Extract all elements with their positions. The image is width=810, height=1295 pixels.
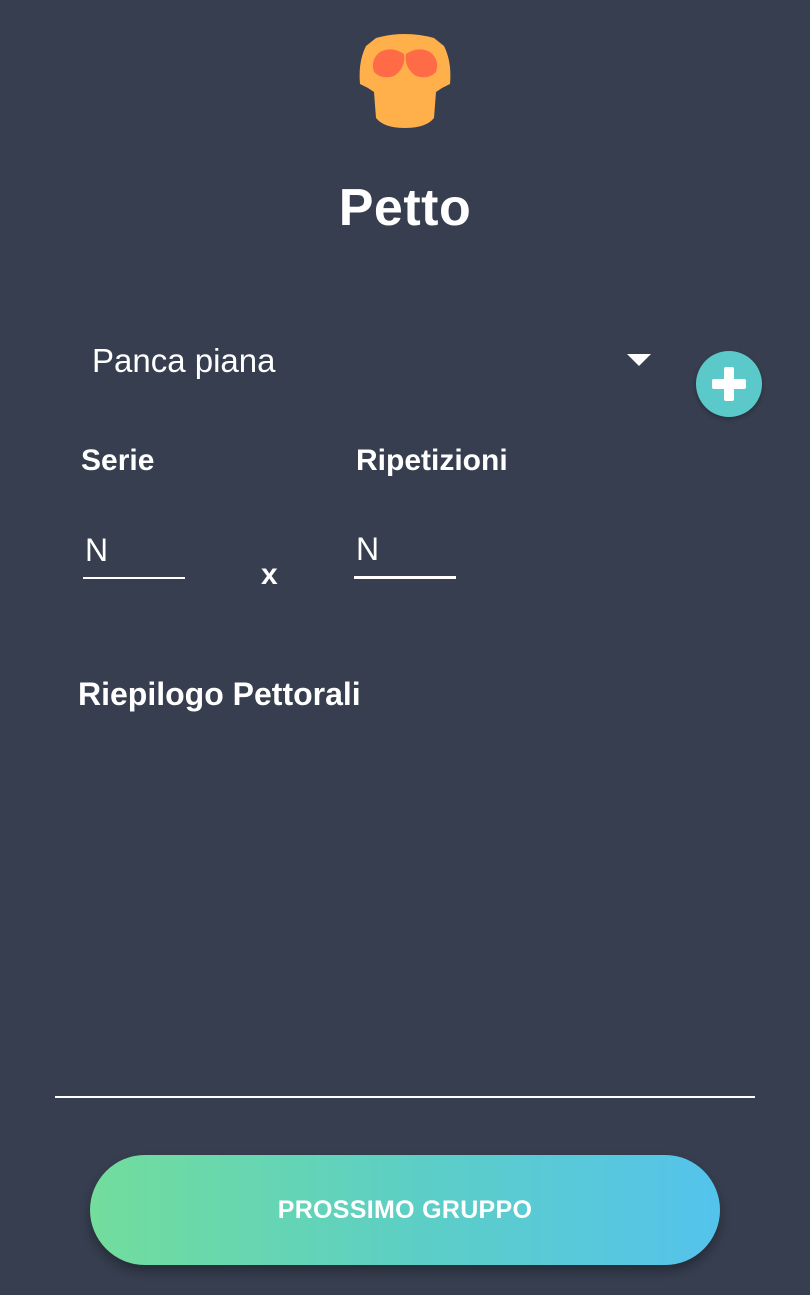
next-group-button[interactable] bbox=[90, 1155, 720, 1265]
page-title: Petto bbox=[338, 179, 472, 237]
summary-divider bbox=[55, 1096, 755, 1098]
add-exercise-button[interactable] bbox=[696, 351, 762, 417]
serie-input[interactable] bbox=[83, 527, 185, 579]
ripetizioni-label: Ripetizioni bbox=[356, 444, 508, 477]
next-group-label: PROSSIMO GRUPPO bbox=[277, 1195, 533, 1224]
ripetizioni-input[interactable] bbox=[354, 527, 456, 579]
exercise-select[interactable] bbox=[82, 332, 662, 392]
dropdown-arrow-icon[interactable] bbox=[627, 354, 651, 366]
serie-label: Serie bbox=[81, 444, 155, 477]
chest-muscle-icon bbox=[356, 32, 454, 130]
summary-title: Riepilogo Pettorali bbox=[78, 676, 361, 712]
plus-icon-vertical bbox=[724, 367, 734, 401]
torso-svg bbox=[356, 32, 454, 130]
times-sign: x bbox=[261, 558, 278, 591]
exercise-select-value: Panca piana bbox=[92, 342, 276, 379]
